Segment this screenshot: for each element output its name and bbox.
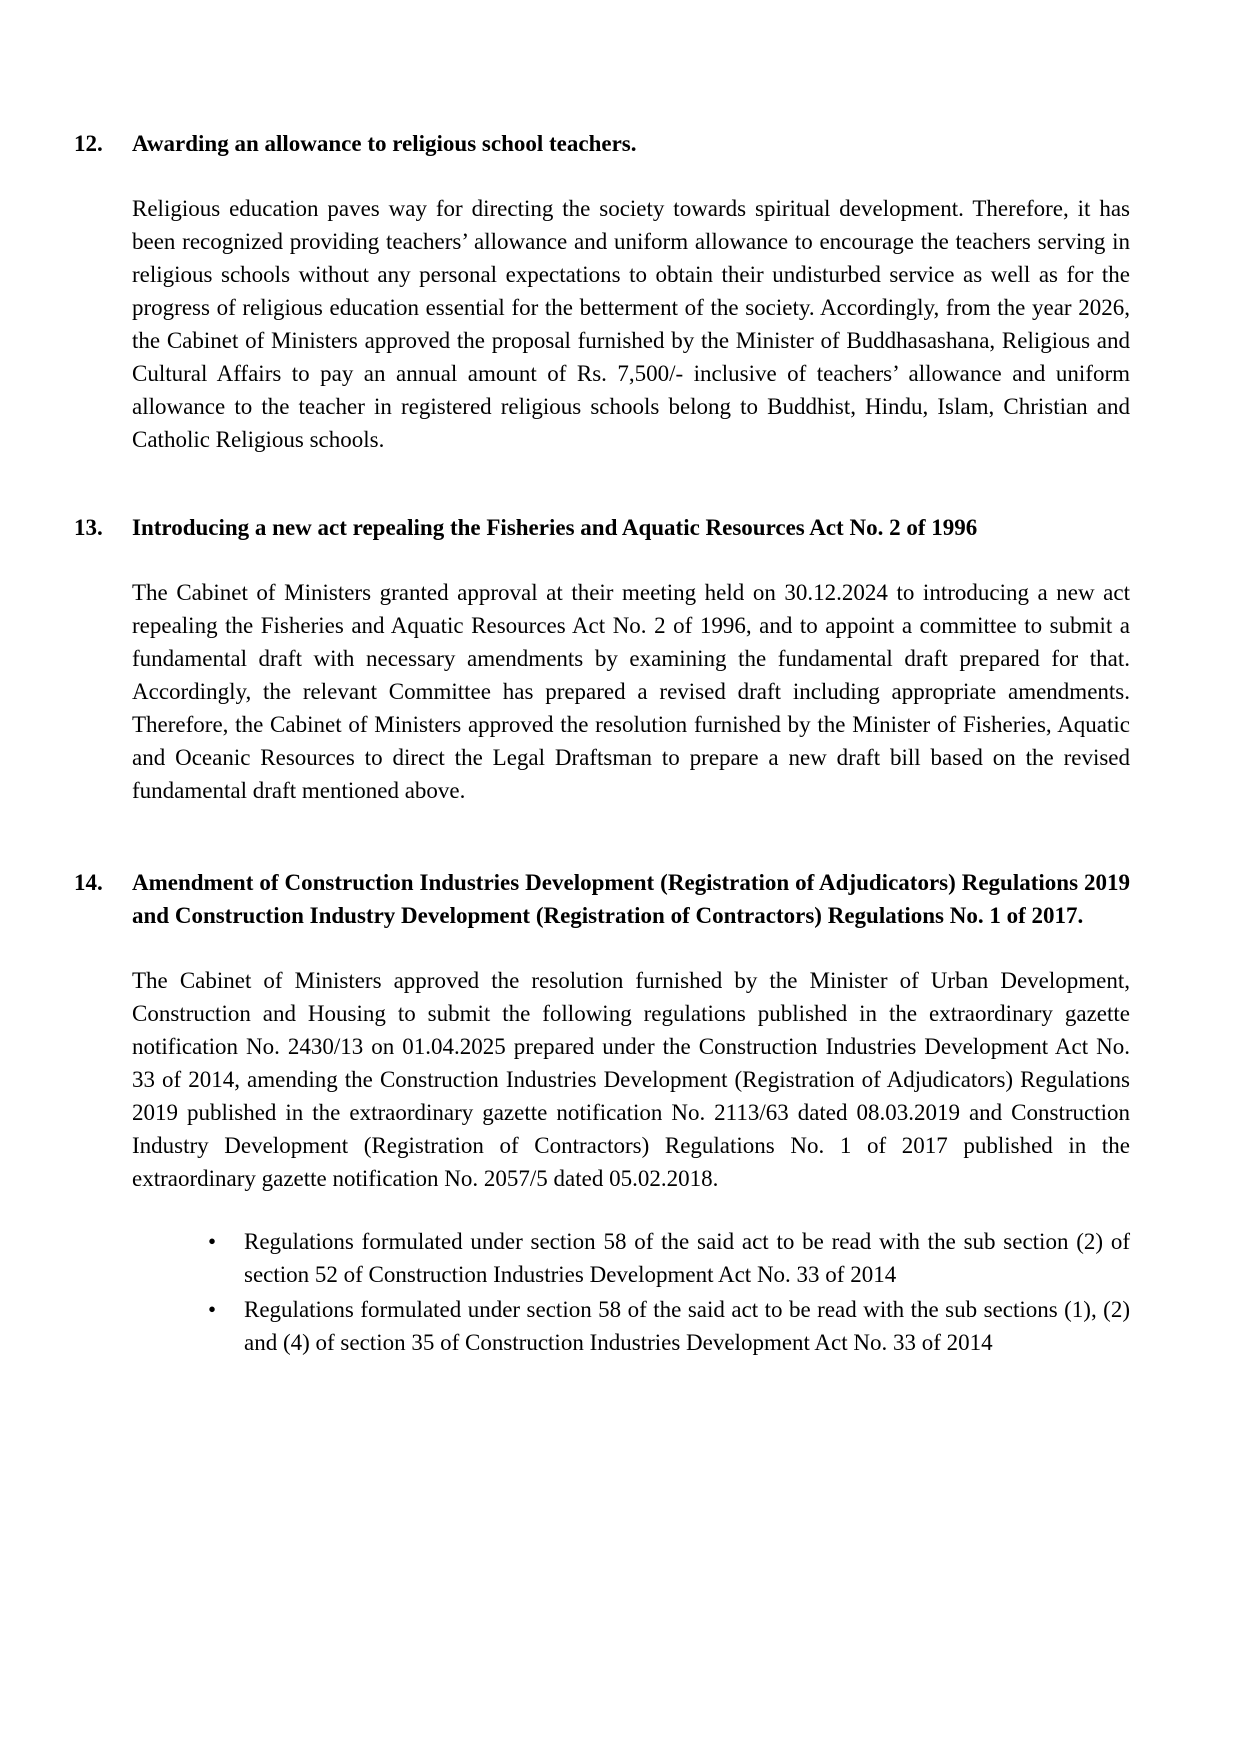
section-12 [74,127,1130,479]
list-item-text: Regulations formulated under section 58 of the said act to be read with the sub sections (1), (2) and (4) of section 35 of Construction Industries Development Act No. 33 of 2014 [244,1297,1130,1355]
section-heading [74,127,1130,160]
section-number: 14. [74,870,103,895]
section-body: Religious education paves way for directing the society towards spiritual development. Therefore, it has been recognized providing teachers’ allowance and uniform allowance to encourage the teachers serving in religious schools without any personal expectations to obtain their undisturbed service as well as for the progress of religious education essential for the betterment of the society. Accordingly, from the year 2026, the Cabinet of Ministers approved the proposal furnished by the Minister of Buddhasashana, Religious and Cultural Affairs to pay an annual amount of Rs. 7,500/- inclusive of teachers’ allowance and uniform allowance to the teacher in registered religious schools belong to Buddhist, Hindu, Islam, Christian and Catholic Religious schools. [132,196,1130,452]
section-heading [74,866,1130,932]
section-body: The Cabinet of Ministers granted approval at their meeting held on 30.12.2024 to introducing a new act repealing the Fisheries and Aquatic Resources Act No. 2 of 1996, and to appoint a committee to submit a fundamental draft with necessary amendments by examining the fundamental draft prepared for that. Accordingly, the relevant Committee has prepared a revised draft including appropriate amendments. Therefore, the Cabinet of Ministers approved the resolution furnished by the Minister of Fisheries, Aquatic and Oceanic Resources to direct the Legal Draftsman to prepare a new draft bill based on the revised fundamental draft mentioned above. [132,580,1130,803]
list-item-text: Regulations formulated under section 58 of the said act to be read with the sub section (2) of section 52 of Construction Industries Development Act No. 33 of 2014 [244,1229,1130,1287]
section-title: Awarding an allowance to religious school teachers. [132,131,637,156]
section-13 [74,511,1130,830]
list-item [208,1225,1130,1291]
regulations-list [74,1225,1130,1359]
section-title: Introducing a new act repealing the Fisheries and Aquatic Resources Act No. 2 of 1996 [132,515,978,540]
section-body: The Cabinet of Ministers approved the resolution furnished by the Minister of Urban Development, Construction and Housing to submit the following regulations published in the extraordinary gazette notification No. 2430/13 on 01.04.2025 prepared under the Construction Industries Development Act No. 33 of 2014, amending the Construction Industries Development (Registration of Adjudicators) Regulations 2019 published in the extraordinary gazette notification No. 2113/63 dated 08.03.2019 and Construction Industry Development (Registration of Contractors) Regulations No. 1 of 2017 published in the extraordinary gazette notification No. 2057/5 dated 05.02.2018. [132,968,1130,1191]
bullet-icon: • [208,1229,217,1254]
bullet-icon: • [208,1297,217,1322]
section-number: 13. [74,515,103,540]
section-heading [74,511,1130,544]
section-number: 12. [74,131,103,156]
section-14 [74,866,1130,1361]
section-title: Amendment of Construction Industries Development (Registration of Adjudicators) Regulations 2019 and Construction Industry Development (Registration of Contractors) Regulations No. 1 of 2017. [132,870,1130,928]
list-item [208,1293,1130,1359]
